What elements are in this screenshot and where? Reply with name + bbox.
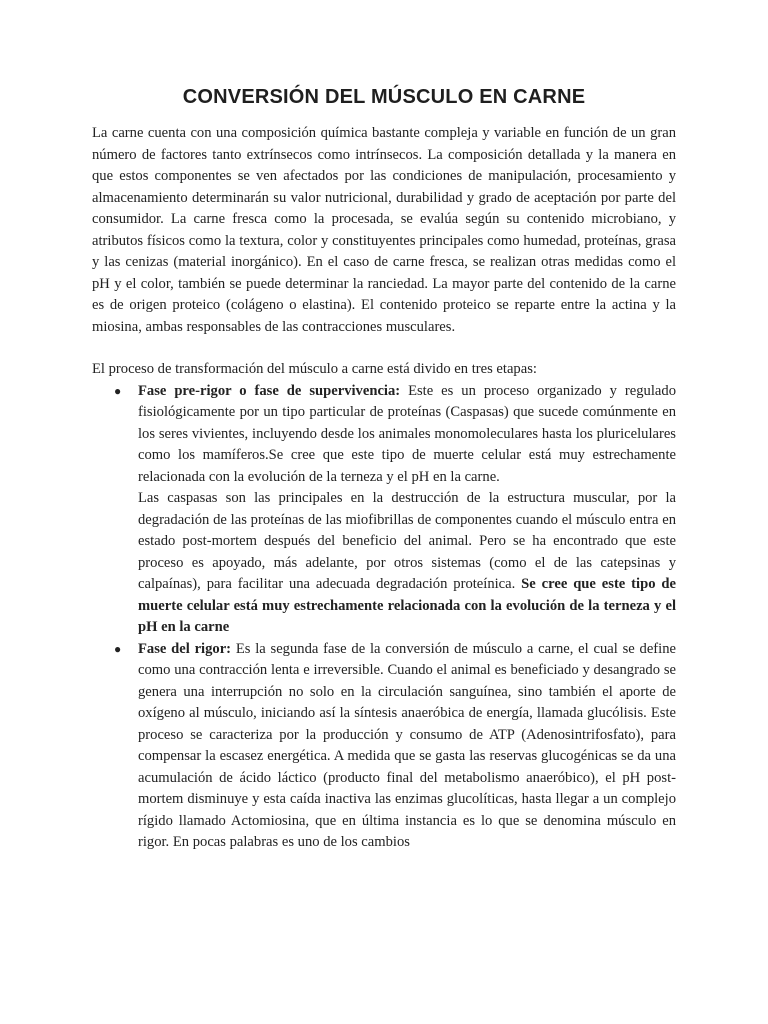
- bullet-icon: ●: [114, 641, 122, 656]
- stage-paragraph: [138, 383, 676, 485]
- intro-paragraph: La carne cuenta con una composición química bastante compleja y variable en función de un gran número de factores tanto extrínsecos como intrínsecos. La composición detallada y la manera en que estos componentes se ven afectados por las condiciones de manipulación, procesamiento y almacenamiento determinarán su valor nutricional, durabilidad y grado de aceptación por parte del consumidor. La carne fresca como la procesada, se evalúa según su contenido microbiano, y atributos físicos como la textura, color y constituyentes principales como humedad, proteínas, grasa y las cenizas (material inorgánico). En el caso de carne fresca, se realizan otras medidas como el pH y el color, también se puede determinar la ranciedad. La mayor parte del contenido de la carne es de origen proteico (colágeno o elastina). El contenido proteico se reparte entre la actina y la miosina, ambas responsables de las contracciones musculares.: [92, 125, 676, 335]
- stage-heading: Fase pre-rigor o fase de supervivencia:: [138, 382, 401, 399]
- stage-text: Las caspasas son las principales en la destrucción de la estructura muscular, por la degradación de las proteínas de las miofibrillas de componentes cuando el músculo entra en estado post-mortem después del beneficio del animal. Pero se ha encontrado que este proceso es apoyado, más adelante, por otros sistemas (como el de las catepsinas y calpaínas), para facilitar una adecuada degradación proteínica.: [138, 490, 676, 592]
- stages-list: [92, 381, 676, 854]
- stage-paragraph-continued: [138, 488, 676, 639]
- stage-bold-text: Se cree que este tipo de muerte celular está muy estrechamente relacionada con la evolución de la terneza y el pH en la carne: [138, 576, 676, 635]
- stage-text: Es la segunda fase de la conversión de músculo a carne, el cual se define como una contracción lenta e irreversible. Cuando el animal es beneficiado y desangrado se genera una interrupción no solo en la circulación sanguínea, sino también el aporte de oxígeno al músculo, iniciando así la síntesis anaeróbica de energía, llamada glucólisis. Este proceso se caracteriza por la producción y consumo de ATP (Adenosintrifosfato), para compensar la escasez energética. A medida que se gasta las reservas glucogénicas se da una acumulación de ácido láctico (producto final del metabolismo anaeróbico), el pH post-mortem disminuye y esta caída inactiva las enzimas glucolíticas, hasta llegar a un complejo rígido llamado Actomiosina, que en última instancia es lo que se denomina músculo en rigor. En pocas palabras es uno de los cambios: [138, 640, 676, 850]
- bullet-icon: ●: [114, 383, 122, 398]
- stage-text: Este es un proceso organizado y regulado fisiológicamente por un tipo particular de proteínas (Caspasas) que sucede comúnmente en los seres vivientes, incluyendo desde los animales monomoleculares hasta los pluricelulares como los mamíferos.Se cree que este tipo de muerte celular está muy estrechamente relacionada con la evolución de la terneza y el pH en la carne.: [138, 382, 676, 485]
- stage-item-pre-rigor: [114, 381, 676, 639]
- page-title: CONVERSIÓN DEL MÚSCULO EN CARNE: [182, 86, 586, 108]
- stages-intro: El proceso de transformación del músculo a carne está divido en tres etapas:: [92, 361, 537, 377]
- stage-item-rigor: [114, 639, 676, 854]
- stage-heading: Fase del rigor:: [138, 640, 232, 657]
